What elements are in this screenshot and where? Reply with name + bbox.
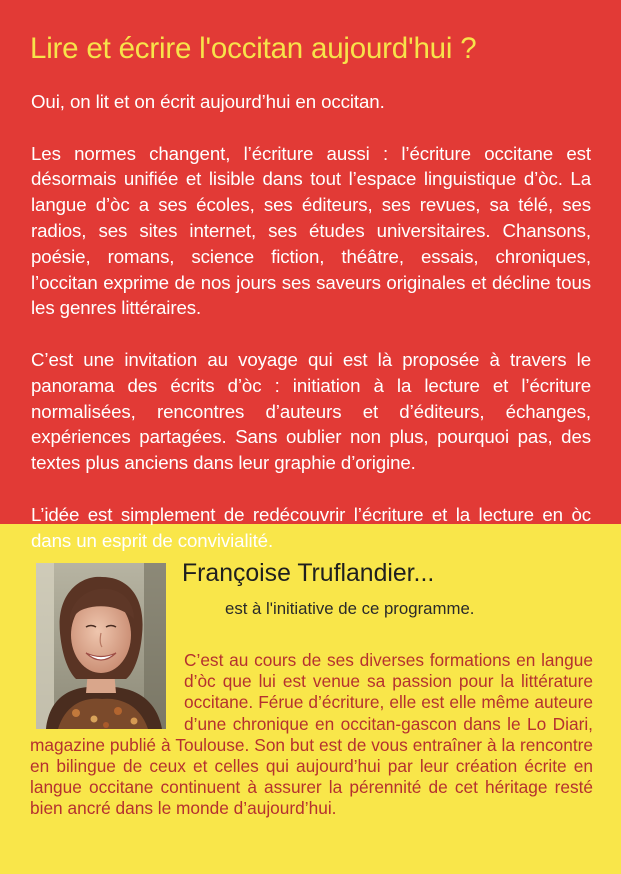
intro-paragraph: Oui, on lit et on écrit aujourd’hui en occitan. [31,91,385,112]
photo-wrap-spacer [30,650,184,734]
author-bio [30,650,593,820]
author-role: est à l'initiative de ce programme. [225,599,475,618]
intro-paragraph: Les normes changent, l’écriture aussi : l’écriture occitane est désormais unifiée et lisible dans tout l’espace linguistique d’òc. La langue d’òc a ses écoles, ses éditeurs, ses revues, sa télé, ses radios, ses sites internet, ses études universitaires. Chansons, poésie, romans, science fiction, théâtre, essais, chroniques, l’occitan exprime de nos jours ses saveurs originales et décline tous les genres littéraires. [31,142,591,319]
intro-text [31,89,591,579]
author-name: Françoise Truflandier... [182,560,435,587]
intro-paragraph: L’idée est simplement de redécouvrir l’écriture et la lecture en òc dans un esprit de convivialité. [31,503,591,551]
intro-paragraph: C’est une invitation au voyage qui est là proposée à travers le panorama des écrits d’òc : initiation à la lecture et l’écriture normalisées, rencontres d’auteurs et d’éditeurs, échanges, expériences partagées. Sans oublier non plus, pourquoi pas, des textes plus anciens dans leur graphie d’origine. [31,348,591,474]
bio-paragraph: C’est au cours de ses diverses formations en langue d’òc que lui est venue sa passion pour la littérature occitane. Férue d’écriture, elle est elle même auteure d’une chronique en occitan-gascon dans le Lo Diari, magazine publié à Toulouse. Son but est de vous entraîner à la rencontre en bilingue de ceux et celles qui aujourd’hui par leur création écrite en langue occitane continuent à assurer la pérennité de cet héritage resté bien ancré dans le monde d’aujourd’hui. [30,650,593,819]
page-title: Lire et écrire l'occitan aujourd'hui ? [30,32,477,65]
